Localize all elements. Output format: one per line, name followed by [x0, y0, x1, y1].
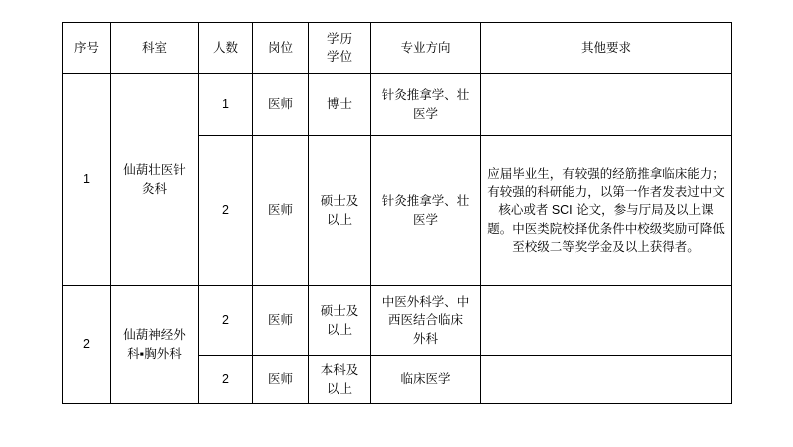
cell-count: 2: [199, 136, 253, 286]
header-cell-no: 序号: [63, 23, 111, 74]
cell-post: 医师: [253, 356, 309, 404]
cell-education: 博士: [309, 74, 371, 136]
cell-other-empty: [481, 74, 732, 136]
dept-line1: 仙葫壮医针: [123, 163, 186, 178]
major-line2: 西医结合临床: [387, 313, 463, 328]
row-no-1: 1: [63, 74, 111, 286]
major-line2: 医学: [412, 212, 438, 227]
major-line2: 医学: [412, 106, 438, 121]
header-education-line2: 学位: [326, 50, 352, 64]
cell-post: 医师: [253, 74, 309, 136]
recruitment-table: [62, 22, 732, 404]
dept-line2: 灸科: [141, 181, 167, 196]
cell-post: 医师: [253, 136, 309, 286]
cell-major: [371, 286, 481, 356]
cell-major: [371, 74, 481, 136]
cell-major: [371, 136, 481, 286]
cell-count: 2: [199, 286, 253, 356]
education-line1: 本科及: [320, 363, 359, 378]
dept-line1: 仙葫神经外: [123, 328, 186, 343]
table-header-row: [63, 23, 732, 74]
header-cell-major: 专业方向: [371, 23, 481, 74]
header-cell-post: 岗位: [253, 23, 309, 74]
cell-major: 临床医学: [371, 356, 481, 404]
cell-education: [309, 136, 371, 286]
table-row: [63, 286, 732, 356]
cell-count: 2: [199, 356, 253, 404]
row-no-2: 2: [63, 286, 111, 404]
header-education-line1: 学历: [326, 31, 352, 46]
major-line1: 中医外科学、中: [381, 295, 470, 310]
cell-post: 医师: [253, 286, 309, 356]
dept-line2: 科▪胸外科: [127, 346, 182, 361]
table-row: [63, 74, 732, 136]
row-dept-2: [111, 286, 199, 404]
education-line1: 硕士及: [320, 194, 359, 209]
major-line1: 针灸推拿学、壮: [381, 88, 470, 103]
education-line2: 以上: [326, 322, 352, 337]
cell-education: [309, 286, 371, 356]
cell-education: [309, 356, 371, 404]
cell-other-empty: [481, 356, 732, 404]
education-line1: 硕士及: [320, 304, 359, 319]
cell-other-empty: [481, 286, 732, 356]
row-dept-1: [111, 74, 199, 286]
cell-other-requirements: 应届毕业生，有较强的经筋推拿临床能力；有较强的科研能力，以第一作者发表过中文核心或者 SCI 论文，参与厅局及以上课题。中医类院校择优条件中校级奖励可降低至校级二等奖学金及以上获得者。: [481, 136, 732, 286]
major-line1: 针灸推拿学、壮: [381, 194, 470, 209]
header-cell-other: 其他要求: [481, 23, 732, 74]
cell-count: 1: [199, 74, 253, 136]
major-line3: 外科: [412, 331, 438, 346]
header-cell-dept: 科室: [111, 23, 199, 74]
header-cell-count: 人数: [199, 23, 253, 74]
education-line2: 以上: [326, 212, 352, 227]
header-cell-education: [309, 23, 371, 74]
education-line2: 以上: [326, 381, 352, 396]
